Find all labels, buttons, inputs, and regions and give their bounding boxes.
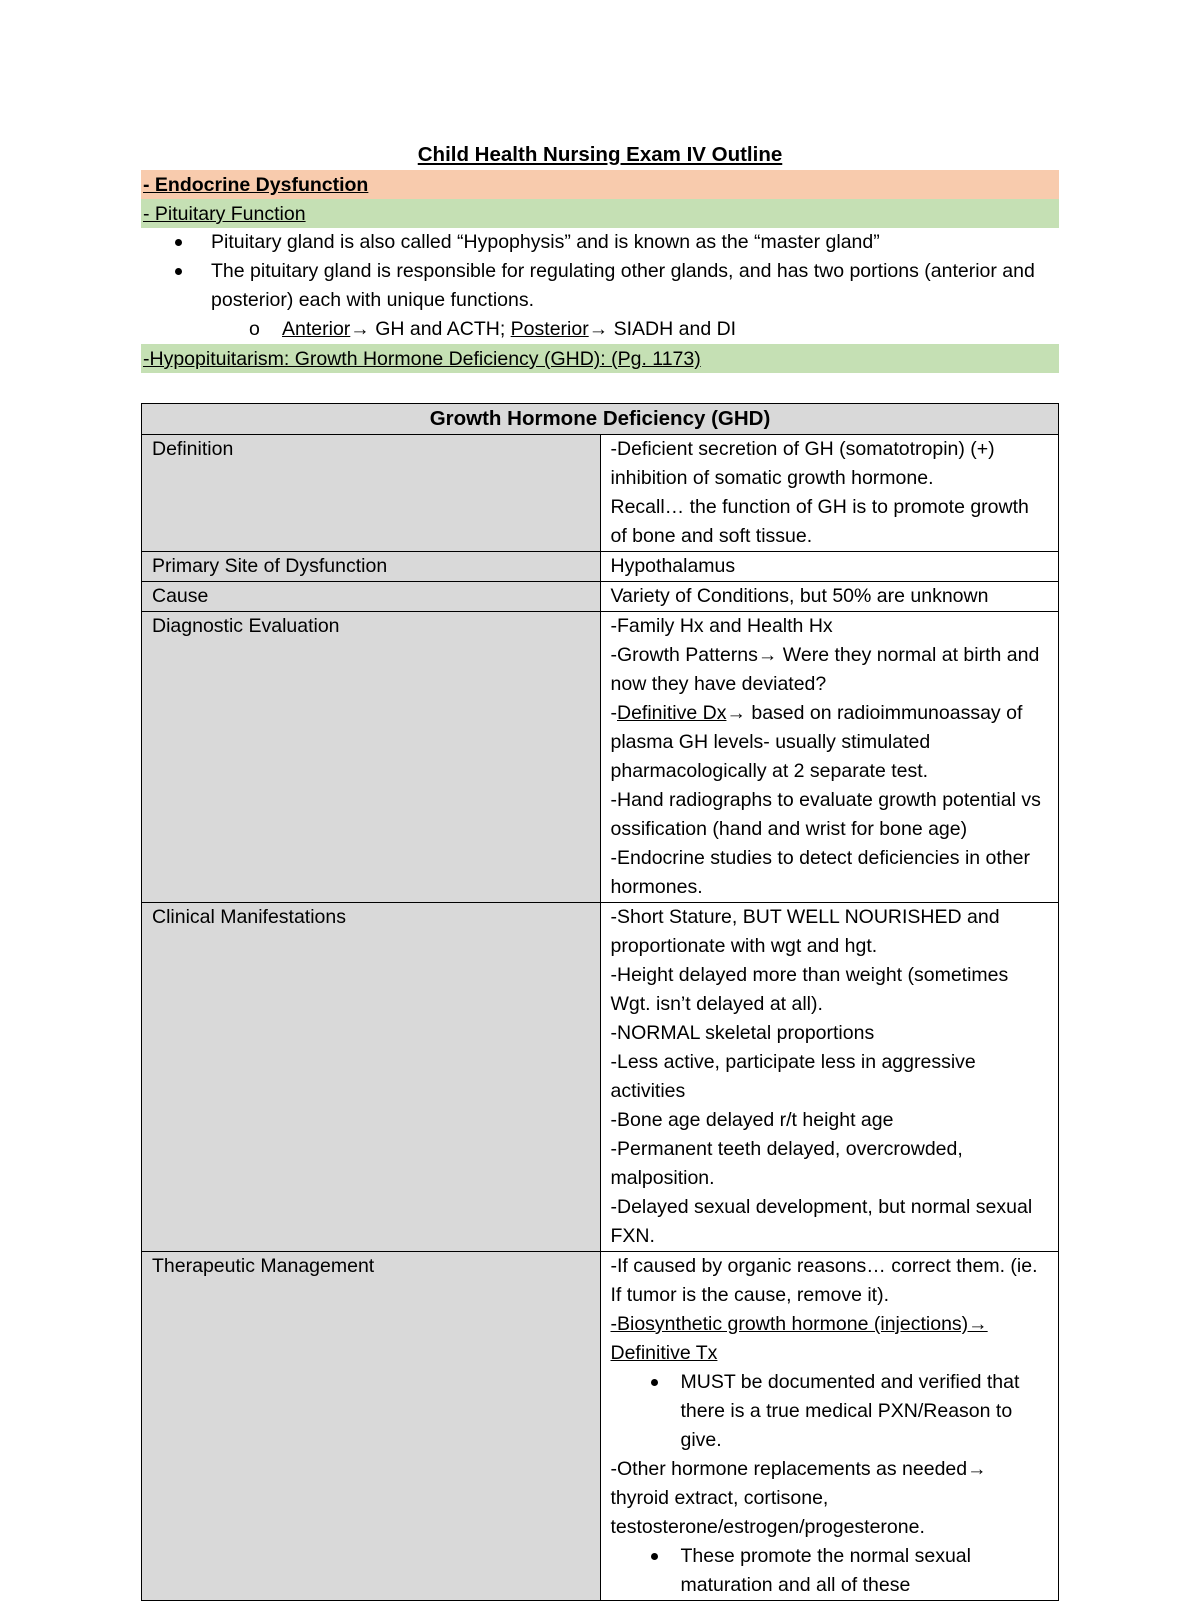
ghd-table [141,403,1059,1601]
row-value-clinical: -Short Stature, BUT WELL NOURISHED and proportionate with wgt and hgt. -Height delayed more than weight (sometimes Wgt. isn’t delayed at all). -NORMAL skeletal proportions -Less active, participate less in aggressive activities -Bone age delayed r/t height age -Permanent teeth delayed, overcrowded, malposition. -Delayed sexual development, but normal sexual FXN. [600,903,1059,1252]
row-label-definition: Definition [142,435,601,552]
section-endocrine-dysfunction: - Endocrine Dysfunction [141,170,1059,199]
table-row [142,552,1059,582]
section-pituitary-function: - Pituitary Function [141,199,1059,228]
list-item: The pituitary gland is responsible for regulating other glands, and has two portions (anterior and posterior) each with unique functions. [141,257,1059,315]
table-row [142,582,1059,612]
table-row [142,903,1059,1252]
document-page [141,140,1059,1601]
row-label-cause: Cause [142,582,601,612]
row-label-therapeutic: Therapeutic Management [142,1252,601,1601]
table-row [142,612,1059,903]
table-row [142,435,1059,552]
bullet-icon [175,268,182,275]
list-item: These promote the normal sexual maturation and all of these [611,1542,1049,1600]
row-value-cause: Variety of Conditions, but 50% are unknown [600,582,1059,612]
row-value-diagnostic: -Family Hx and Health Hx -Growth Patterns→ Were they normal at birth and now they have deviated? -Definitive Dx→ based on radioimmunoassay of plasma GH levels- usually stimulated pharmacologically at 2 separate test. -Hand radiographs to evaluate growth potential vs ossification (hand and wrist for bone age) -Endocrine studies to detect deficiencies in other hormones. [600,612,1059,903]
row-label-diagnostic: Diagnostic Evaluation [142,612,601,903]
row-value-primary-site: Hypothalamus [600,552,1059,582]
row-value-therapeutic: -If caused by organic reasons… correct them. (ie. If tumor is the cause, remove it). -Biosynthetic growth hormone (injections)→ Definitive Tx MUST be documented and verified that there is a true medical PXN/Reason to give. -Other hormone replacements as needed→ thyroid extract, cortisone, testosterone/estrogen/progesterone. These promote the normal sexual maturation and all of these [600,1252,1059,1601]
circle-bullet-icon: o [249,318,260,340]
row-label-clinical: Clinical Manifestations [142,903,601,1252]
pituitary-bullet-list [141,228,1059,315]
page-title: Child Health Nursing Exam IV Outline [417,143,783,166]
bullet-icon [651,1553,658,1560]
row-label-primary-site: Primary Site of Dysfunction [142,552,601,582]
row-value-definition: -Deficient secretion of GH (somatotropin) (+) inhibition of somatic growth hormone. Recall… the function of GH is to promote growth of bone and soft tissue. [600,435,1059,552]
table-heading: Growth Hormone Deficiency (GHD) [142,404,1059,435]
list-item: MUST be documented and verified that there is a true medical PXN/Reason to give. [611,1368,1049,1455]
bullet-icon [651,1379,658,1386]
bullet-icon [175,239,182,246]
anterior-posterior-sub-bullet: o Anterior→ GH and ACTH; Posterior→ SIADH and DI [141,315,1059,344]
section-hypopituitarism: -Hypopituitarism: Growth Hormone Deficiency (GHD): (Pg. 1173) [141,344,1059,373]
list-item: Pituitary gland is also called “Hypophysis” and is known as the “master gland” [141,228,1059,257]
table-row [142,1252,1059,1601]
